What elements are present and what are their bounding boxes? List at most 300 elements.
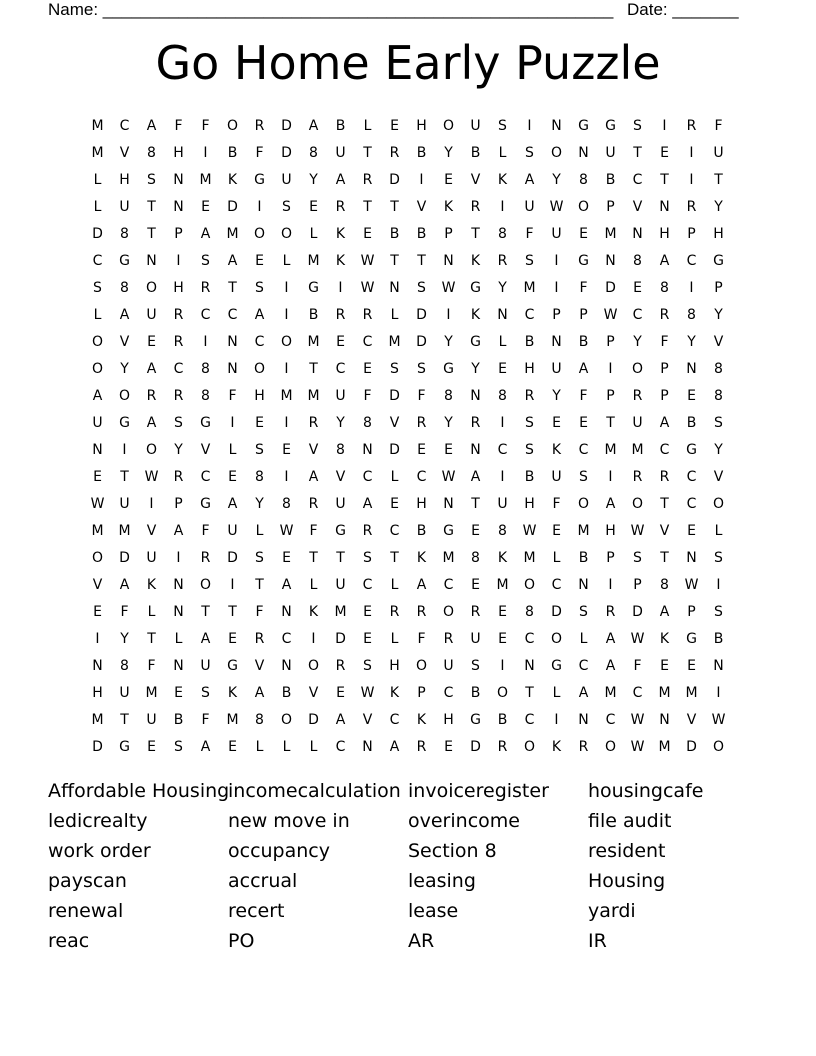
grid-letter: A <box>281 576 292 593</box>
grid-letter: U <box>470 630 481 647</box>
grid-letter: M <box>280 387 293 404</box>
grid-letter: D <box>281 117 292 134</box>
grid-letter: O <box>442 603 455 620</box>
grid-letter: O <box>550 144 563 161</box>
grid-letter: L <box>498 144 507 161</box>
grid-letter: 8 <box>147 144 156 161</box>
grid-letter: M <box>226 225 239 242</box>
grid-letter: H <box>524 360 535 377</box>
grid-letter: G <box>470 333 481 350</box>
grid-letter: C <box>524 306 535 323</box>
grid-letter: I <box>608 468 613 485</box>
grid-letter: H <box>659 225 670 242</box>
grid-letter: E <box>147 738 156 755</box>
grid-letter: L <box>579 630 588 647</box>
grid-letter: O <box>712 738 725 755</box>
grid-letter: A <box>578 360 589 377</box>
grid-letter: R <box>632 387 643 404</box>
grid-letter: S <box>93 279 102 296</box>
grid-letter: I <box>311 630 316 647</box>
grid-letter: I <box>689 279 694 296</box>
word-list-item: lease <box>408 900 459 922</box>
grid-letter: S <box>525 144 534 161</box>
grid-letter: I <box>284 306 289 323</box>
grid-letter: G <box>227 657 238 674</box>
grid-letter: A <box>200 225 211 242</box>
grid-letter: B <box>389 225 400 242</box>
grid-letter: M <box>226 711 239 728</box>
grid-letter: M <box>91 117 104 134</box>
grid-letter: R <box>686 198 697 215</box>
grid-letter: K <box>335 225 346 242</box>
grid-letter: E <box>228 738 237 755</box>
name-field-line: Name: ______________________________________________________ <box>48 0 614 19</box>
grid-letter: L <box>309 738 318 755</box>
grid-letter: R <box>632 468 643 485</box>
grid-letter: K <box>470 306 481 323</box>
grid-letter: O <box>280 711 293 728</box>
word-list-item: invoiceregister <box>408 780 549 802</box>
grid-letter: R <box>389 603 400 620</box>
grid-letter: U <box>551 468 562 485</box>
grid-letter: C <box>632 684 643 701</box>
word-list-item: AR <box>408 930 435 952</box>
grid-letter: L <box>93 198 102 215</box>
grid-letter: Y <box>633 333 642 350</box>
word-list-item: renewal <box>48 900 124 922</box>
grid-letter: O <box>550 630 563 647</box>
grid-letter: O <box>280 225 293 242</box>
grid-letter: W <box>711 711 726 728</box>
grid-letter: A <box>92 387 103 404</box>
grid-letter: W <box>630 711 645 728</box>
grid-letter: U <box>227 522 238 539</box>
word-list <box>48 778 768 958</box>
grid-letter: E <box>444 441 453 458</box>
grid-letter: L <box>390 468 399 485</box>
grid-letter: W <box>441 468 456 485</box>
grid-letter: I <box>554 711 559 728</box>
grid-letter: B <box>227 144 238 161</box>
grid-letter: O <box>496 684 509 701</box>
grid-letter: Y <box>444 144 453 161</box>
grid-letter: A <box>146 117 157 134</box>
grid-letter: A <box>389 738 400 755</box>
grid-letter: N <box>281 603 292 620</box>
grid-letter: V <box>713 468 724 485</box>
grid-letter: R <box>578 738 589 755</box>
grid-letter: 8 <box>201 387 210 404</box>
grid-letter: S <box>201 684 210 701</box>
grid-letter: B <box>470 144 481 161</box>
grid-letter: F <box>714 117 723 134</box>
grid-letter: B <box>578 333 589 350</box>
grid-letter: M <box>334 603 347 620</box>
grid-letter: M <box>658 738 671 755</box>
grid-letter: O <box>631 495 644 512</box>
grid-letter: S <box>282 198 291 215</box>
grid-letter: Y <box>336 414 345 431</box>
grid-letter: F <box>363 387 372 404</box>
grid-letter: N <box>686 360 697 377</box>
grid-letter: C <box>443 684 454 701</box>
grid-letter: G <box>578 117 589 134</box>
word-list-item: Affordable Housing <box>48 780 230 802</box>
grid-letter: K <box>335 252 346 269</box>
grid-letter: T <box>471 225 480 242</box>
grid-letter: O <box>145 441 158 458</box>
grid-letter: 8 <box>714 360 723 377</box>
grid-letter: R <box>200 279 211 296</box>
grid-letter: A <box>578 684 589 701</box>
grid-letter: I <box>500 414 505 431</box>
grid-letter: N <box>524 657 535 674</box>
grid-letter: Y <box>498 279 507 296</box>
word-list-item: payscan <box>48 870 127 892</box>
grid-letter: U <box>605 144 616 161</box>
grid-letter: 8 <box>498 522 507 539</box>
grid-letter: T <box>390 252 399 269</box>
grid-letter: C <box>227 306 238 323</box>
grid-letter: P <box>687 225 696 242</box>
grid-letter: F <box>417 630 426 647</box>
grid-letter: O <box>280 333 293 350</box>
grid-letter: U <box>335 495 346 512</box>
grid-letter: B <box>713 630 724 647</box>
grid-letter: O <box>118 387 131 404</box>
grid-letter: G <box>605 117 616 134</box>
grid-letter: A <box>119 576 130 593</box>
grid-letter: M <box>604 684 617 701</box>
grid-letter: R <box>659 468 670 485</box>
grid-letter: M <box>91 711 104 728</box>
grid-letter: D <box>605 279 616 296</box>
grid-letter: N <box>173 171 184 188</box>
grid-letter: T <box>390 198 399 215</box>
grid-letter: E <box>93 468 102 485</box>
grid-letter: U <box>443 657 454 674</box>
grid-letter: U <box>200 657 211 674</box>
grid-letter: M <box>388 333 401 350</box>
grid-letter: H <box>92 684 103 701</box>
grid-letter: P <box>174 225 183 242</box>
word-list-item: new move in <box>228 810 350 832</box>
grid-letter: B <box>308 306 319 323</box>
grid-letter: S <box>255 441 264 458</box>
grid-letter: N <box>281 657 292 674</box>
grid-letter: W <box>360 279 375 296</box>
grid-letter: M <box>307 252 320 269</box>
grid-letter: O <box>577 495 590 512</box>
grid-letter: 8 <box>120 657 129 674</box>
grid-letter: 8 <box>363 414 372 431</box>
grid-letter: F <box>309 522 318 539</box>
grid-letter: H <box>254 387 265 404</box>
grid-letter: I <box>554 252 559 269</box>
grid-letter: P <box>660 387 669 404</box>
grid-letter: V <box>92 576 103 593</box>
grid-letter: 8 <box>498 225 507 242</box>
grid-letter: E <box>228 468 237 485</box>
grid-letter: W <box>144 468 159 485</box>
letter-grid <box>84 112 732 760</box>
grid-letter: E <box>228 630 237 647</box>
grid-letter: Y <box>552 387 561 404</box>
grid-letter: M <box>685 684 698 701</box>
grid-letter: S <box>579 468 588 485</box>
grid-letter: E <box>93 603 102 620</box>
grid-letter: A <box>659 252 670 269</box>
grid-letter: E <box>309 198 318 215</box>
grid-letter: N <box>578 711 589 728</box>
grid-letter: D <box>416 333 427 350</box>
grid-letter: T <box>147 198 156 215</box>
grid-letter: V <box>416 198 427 215</box>
grid-letter: B <box>416 144 427 161</box>
grid-letter: B <box>416 522 427 539</box>
grid-letter: C <box>443 576 454 593</box>
grid-letter: E <box>417 441 426 458</box>
grid-letter: S <box>255 279 264 296</box>
grid-letter: Y <box>714 441 723 458</box>
grid-letter: I <box>608 576 613 593</box>
grid-letter: P <box>174 495 183 512</box>
grid-letter: E <box>498 603 507 620</box>
grid-letter: S <box>174 414 183 431</box>
grid-letter: I <box>716 576 721 593</box>
grid-letter: B <box>605 171 616 188</box>
grid-letter: Y <box>444 333 453 350</box>
grid-letter: G <box>200 495 211 512</box>
grid-letter: C <box>389 522 400 539</box>
grid-letter: Y <box>687 333 696 350</box>
grid-letter: K <box>227 171 238 188</box>
grid-letter: C <box>659 441 670 458</box>
grid-letter: U <box>281 171 292 188</box>
grid-letter: S <box>147 171 156 188</box>
grid-letter: M <box>604 225 617 242</box>
grid-letter: E <box>282 441 291 458</box>
grid-letter: L <box>309 576 318 593</box>
grid-letter: D <box>308 711 319 728</box>
grid-letter: Y <box>309 171 318 188</box>
grid-letter: G <box>578 252 589 269</box>
grid-letter: F <box>552 495 561 512</box>
grid-letter: C <box>362 576 373 593</box>
grid-letter: C <box>200 468 211 485</box>
grid-letter: F <box>255 144 264 161</box>
grid-letter: U <box>119 198 130 215</box>
grid-letter: I <box>419 171 424 188</box>
grid-letter: 8 <box>471 549 480 566</box>
grid-letter: D <box>686 738 697 755</box>
grid-letter: P <box>552 306 561 323</box>
grid-letter: Y <box>255 495 264 512</box>
grid-letter: I <box>338 279 343 296</box>
grid-letter: V <box>146 522 157 539</box>
grid-letter: G <box>470 279 481 296</box>
grid-letter: L <box>390 306 399 323</box>
grid-letter: U <box>119 495 130 512</box>
grid-letter: V <box>119 333 130 350</box>
grid-letter: C <box>362 333 373 350</box>
grid-letter: C <box>605 711 616 728</box>
grid-letter: G <box>713 252 724 269</box>
grid-letter: L <box>498 333 507 350</box>
grid-letter: I <box>500 198 505 215</box>
grid-letter: I <box>203 333 208 350</box>
grid-letter: W <box>360 252 375 269</box>
grid-letter: A <box>659 414 670 431</box>
grid-letter: G <box>470 711 481 728</box>
grid-letter: Y <box>714 198 723 215</box>
grid-letter: R <box>308 414 319 431</box>
grid-letter: C <box>497 441 508 458</box>
grid-letter: V <box>686 711 697 728</box>
grid-letter: C <box>632 171 643 188</box>
grid-letter: W <box>630 738 645 755</box>
grid-letter: T <box>525 684 534 701</box>
grid-letter: Y <box>120 630 129 647</box>
grid-letter: A <box>254 684 265 701</box>
grid-letter: G <box>686 441 697 458</box>
grid-letter: I <box>230 414 235 431</box>
grid-letter: A <box>605 630 616 647</box>
grid-letter: B <box>578 549 589 566</box>
grid-letter: S <box>714 549 723 566</box>
grid-letter: I <box>122 441 127 458</box>
grid-letter: K <box>443 198 454 215</box>
grid-letter: O <box>91 549 104 566</box>
grid-letter: N <box>578 576 589 593</box>
grid-letter: I <box>608 360 613 377</box>
grid-letter: L <box>255 522 264 539</box>
grid-letter: R <box>200 549 211 566</box>
grid-letter: R <box>362 171 373 188</box>
grid-letter: D <box>416 306 427 323</box>
grid-letter: R <box>254 117 265 134</box>
grid-letter: T <box>660 171 669 188</box>
grid-letter: R <box>389 144 400 161</box>
grid-letter: G <box>443 522 454 539</box>
grid-letter: N <box>659 198 670 215</box>
grid-letter: D <box>389 441 400 458</box>
grid-letter: L <box>147 603 156 620</box>
grid-letter: L <box>552 549 561 566</box>
grid-letter: G <box>686 630 697 647</box>
grid-letter: A <box>335 171 346 188</box>
grid-letter: E <box>147 333 156 350</box>
word-list-item: Section 8 <box>408 840 497 862</box>
grid-letter: E <box>363 360 372 377</box>
grid-letter: E <box>552 414 561 431</box>
grid-letter: P <box>606 549 615 566</box>
grid-letter: T <box>120 711 129 728</box>
grid-letter: H <box>416 117 427 134</box>
grid-letter: I <box>203 144 208 161</box>
grid-letter: Y <box>552 171 561 188</box>
grid-letter: M <box>307 333 320 350</box>
grid-letter: E <box>363 630 372 647</box>
grid-letter: 8 <box>282 495 291 512</box>
grid-letter: V <box>254 657 265 674</box>
grid-letter: R <box>335 657 346 674</box>
grid-letter: V <box>632 198 643 215</box>
grid-letter: K <box>659 630 670 647</box>
word-list-item: resident <box>588 840 666 862</box>
grid-letter: C <box>632 306 643 323</box>
grid-letter: S <box>525 441 534 458</box>
grid-letter: M <box>523 279 536 296</box>
grid-letter: N <box>173 198 184 215</box>
word-list-item: overincome <box>408 810 520 832</box>
grid-letter: R <box>416 738 427 755</box>
grid-letter: L <box>363 117 372 134</box>
grid-letter: V <box>308 684 319 701</box>
grid-letter: P <box>714 279 723 296</box>
grid-letter: 8 <box>444 387 453 404</box>
grid-letter: I <box>95 630 100 647</box>
grid-letter: D <box>92 225 103 242</box>
grid-letter: N <box>470 387 481 404</box>
word-list-item: IR <box>588 930 607 952</box>
grid-letter: W <box>279 522 294 539</box>
grid-letter: Y <box>471 360 480 377</box>
grid-letter: C <box>173 360 184 377</box>
grid-letter: B <box>416 225 427 242</box>
grid-letter: M <box>91 144 104 161</box>
grid-letter: S <box>579 603 588 620</box>
grid-letter: L <box>390 630 399 647</box>
grid-letter: N <box>173 657 184 674</box>
grid-letter: T <box>147 630 156 647</box>
grid-letter: R <box>443 630 454 647</box>
grid-letter: O <box>91 360 104 377</box>
word-list-item: recert <box>228 900 285 922</box>
grid-letter: P <box>687 603 696 620</box>
grid-letter: I <box>446 306 451 323</box>
grid-letter: C <box>686 252 697 269</box>
grid-letter: K <box>497 171 508 188</box>
grid-letter: H <box>713 225 724 242</box>
grid-letter: E <box>633 279 642 296</box>
grid-letter: T <box>336 549 345 566</box>
grid-letter: K <box>227 684 238 701</box>
grid-letter: A <box>254 306 265 323</box>
grid-letter: I <box>257 198 262 215</box>
grid-letter: I <box>500 468 505 485</box>
grid-letter: S <box>498 117 507 134</box>
grid-letter: W <box>441 279 456 296</box>
grid-letter: D <box>227 198 238 215</box>
grid-letter: R <box>470 414 481 431</box>
grid-letter: T <box>147 225 156 242</box>
grid-letter: B <box>470 684 481 701</box>
grid-letter: H <box>389 657 400 674</box>
grid-letter: N <box>362 738 373 755</box>
grid-letter: A <box>308 117 319 134</box>
grid-letter: F <box>417 387 426 404</box>
grid-letter: 8 <box>255 468 264 485</box>
grid-letter: W <box>90 495 105 512</box>
grid-letter: M <box>658 684 671 701</box>
grid-letter: O <box>523 738 536 755</box>
word-list-item: Housing <box>588 870 666 892</box>
grid-letter: Y <box>444 414 453 431</box>
grid-letter: E <box>282 549 291 566</box>
grid-letter: C <box>551 576 562 593</box>
grid-letter: N <box>713 657 724 674</box>
